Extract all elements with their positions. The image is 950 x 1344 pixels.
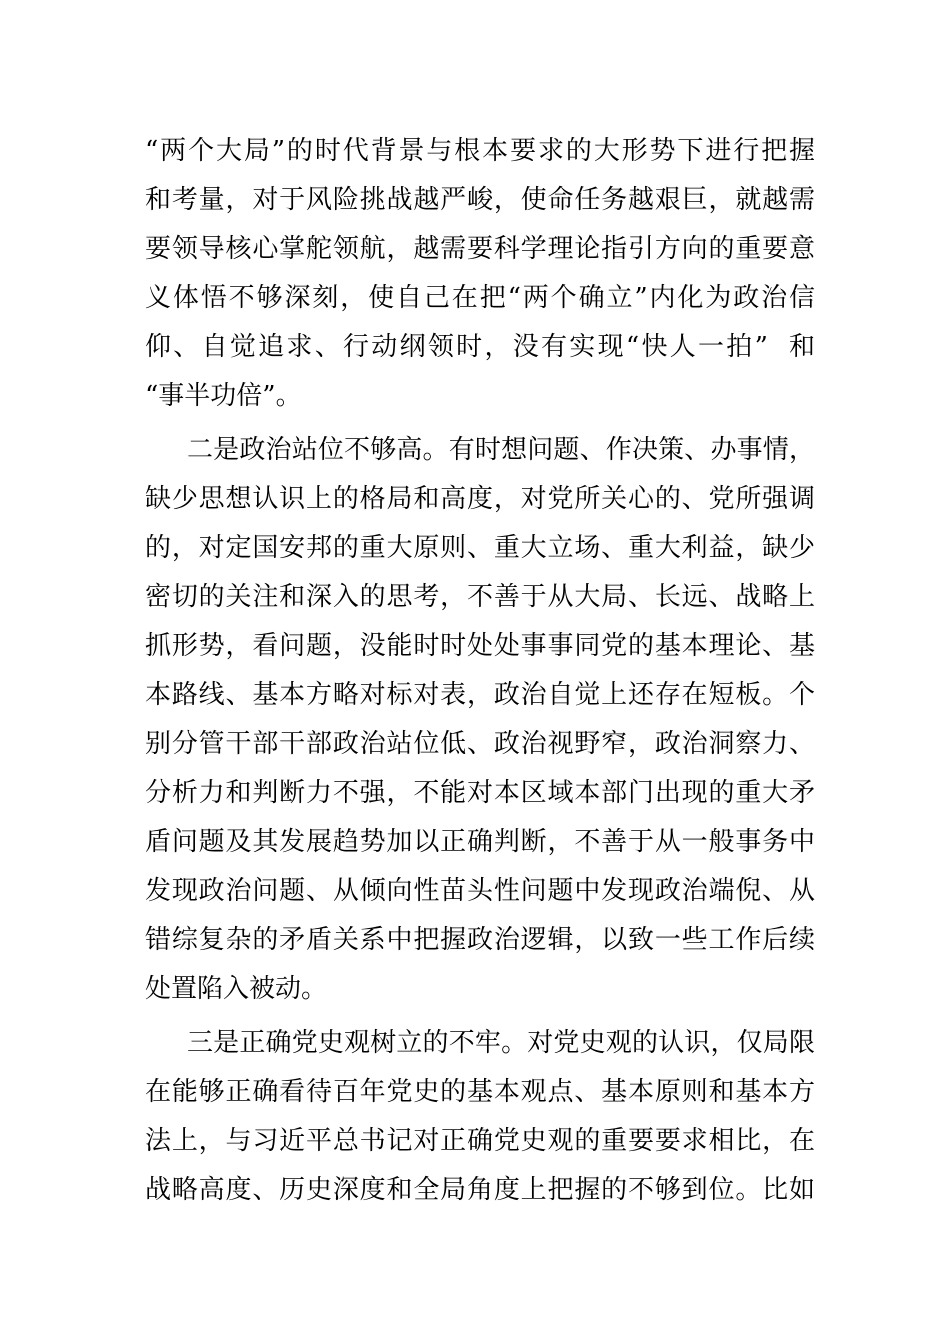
paragraph-2-line-2: 缺少思想认识上的格局和高度，对党所关心的、党所强调 [145, 484, 815, 514]
paragraph-1-line-1: “两个大局”的时代背景与根本要求的大形势下进行把握 [145, 136, 815, 166]
paragraph-2-line-7: 别分管干部干部政治站位低、政治视野窄，政治洞察力、 [145, 729, 815, 759]
paragraph-3-line-1: 三是正确党史观树立的不牢。对党史观的认识，仅局限 [187, 1028, 815, 1058]
paragraph-2-line-12: 处置陷入被动。 [145, 974, 328, 1004]
paragraph-3-line-4: 战略高度、历史深度和全局角度上把握的不够到位。比如 [145, 1175, 815, 1205]
paragraph-1-line-3: 要领导核心掌舵领航，越需要科学理论指引方向的重要意 [145, 234, 815, 264]
paragraph-2-line-8: 分析力和判断力不强，不能对本区域本部门出现的重大矛 [145, 778, 815, 808]
paragraph-3-line-2: 在能够正确看待百年党史的基本观点、基本原则和基本方 [145, 1077, 815, 1107]
paragraph-2-line-6: 本路线、基本方略对标对表，政治自觉上还存在短板。个 [145, 680, 815, 710]
paragraph-2-line-3: 的，对定国安邦的重大原则、重大立场、重大利益，缺少 [145, 533, 815, 563]
paragraph-2-line-10: 发现政治问题、从倾向性苗头性问题中发现政治端倪、从 [145, 876, 815, 906]
paragraph-2-line-4: 密切的关注和深入的思考，不善于从大局、长远、战略上 [145, 582, 815, 612]
paragraph-1-line-4: 义体悟不够深刻，使自己在把“两个确立”内化为政治信 [145, 283, 815, 313]
paragraph-1-line-5: 仰、自觉追求、行动纲领时，没有实现“快人一拍” 和 [145, 332, 815, 362]
paragraph-3-line-3: 法上，与习近平总书记对正确党史观的重要要求相比，在 [145, 1126, 815, 1156]
paragraph-1-line-6: “事半功倍”。 [145, 381, 302, 411]
paragraph-2-line-11: 错综复杂的矛盾关系中把握政治逻辑，以致一些工作后续 [145, 925, 815, 955]
paragraph-2-line-1: 二是政治站位不够高。有时想问题、作决策、办事情， [187, 435, 815, 465]
paragraph-2-line-5: 抓形势，看问题，没能时时处处事事同党的基本理论、基 [145, 631, 815, 661]
paragraph-1-line-2: 和考量，对于风险挑战越严峻，使命任务越艰巨，就越需 [145, 185, 815, 215]
paragraph-2-line-9: 盾问题及其发展趋势加以正确判断，不善于从一般事务中 [145, 827, 815, 857]
